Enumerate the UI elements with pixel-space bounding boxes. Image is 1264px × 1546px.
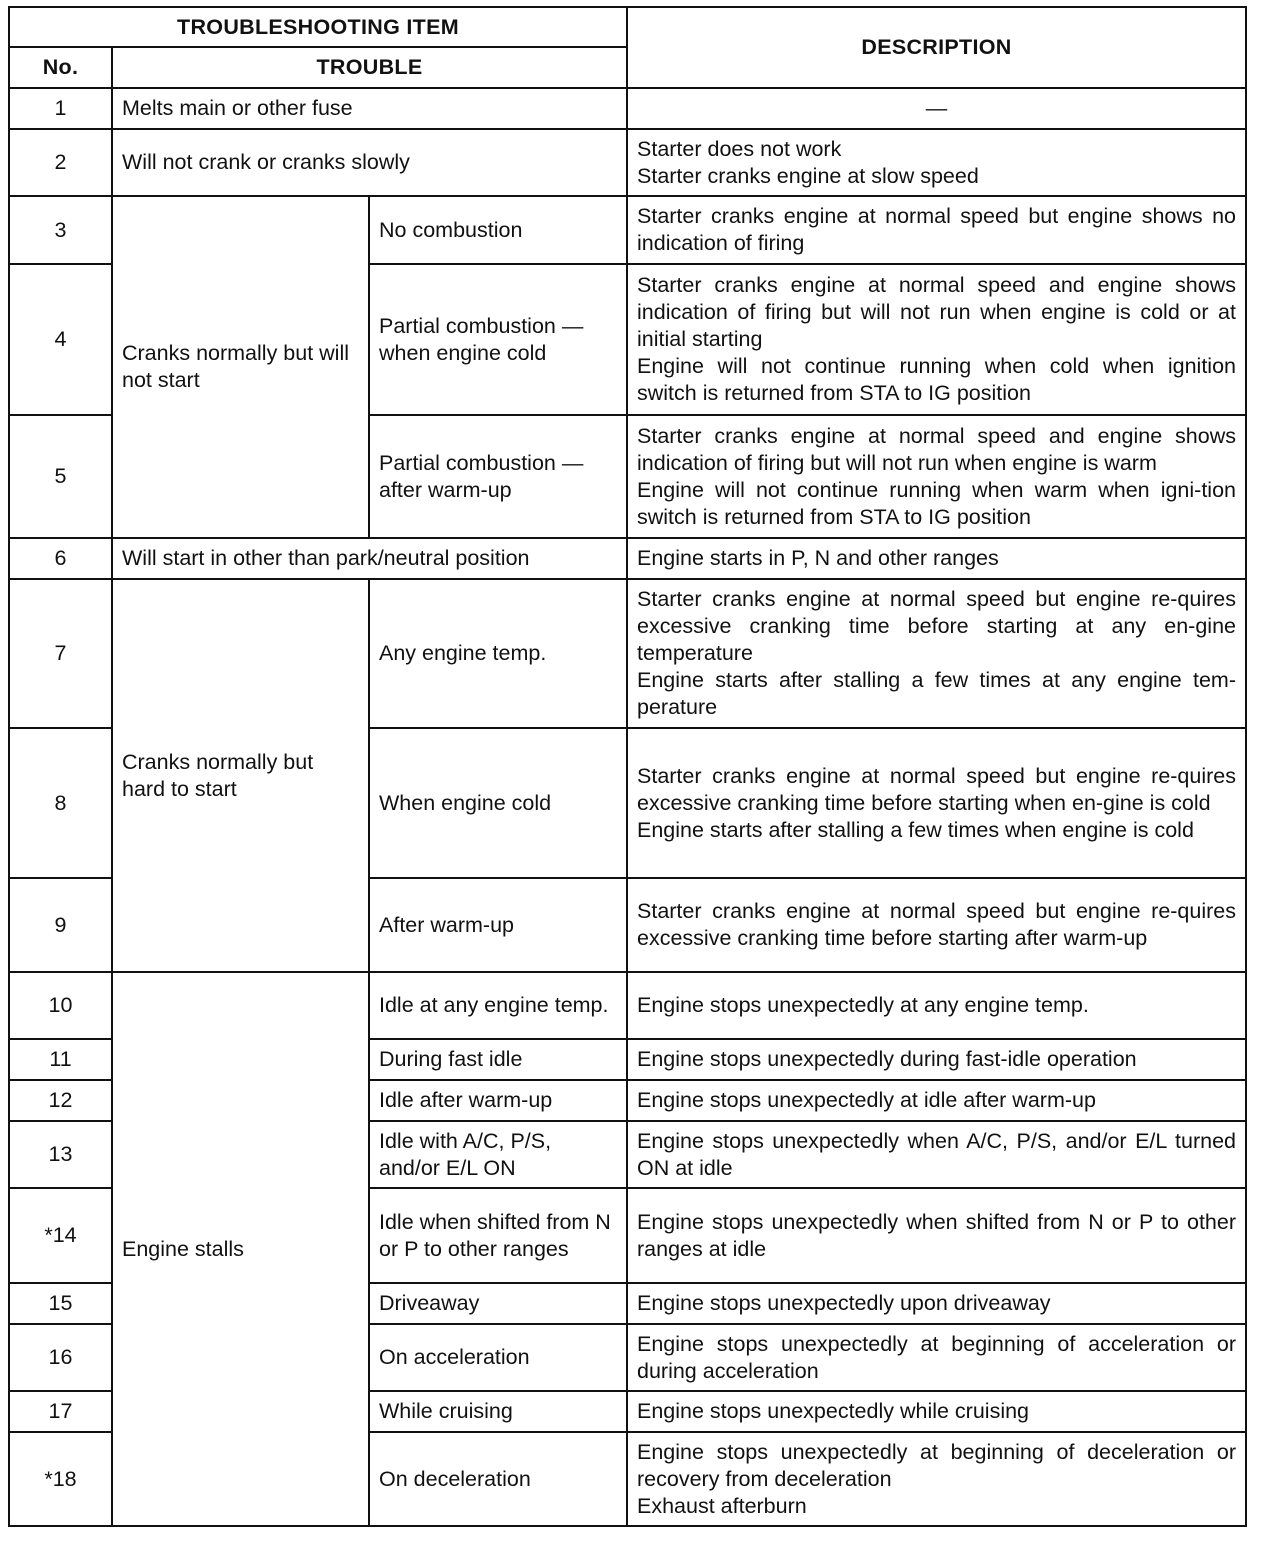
description-cell: Engine stops unexpectedly during fast-idle operation: [627, 1039, 1246, 1080]
trouble-subcell: While cruising: [369, 1391, 627, 1432]
header-description: DESCRIPTION: [627, 7, 1246, 88]
description-cell: Starter cranks engine at normal speed but engine re-quires excessive cranking time before starting at any en-gine temperature Engine starts after stalling a few times at any engine tem-perature: [627, 579, 1246, 728]
description-cell: Engine stops unexpectedly at beginning of deceleration or recovery from deceleration Exhaust afterburn: [627, 1432, 1246, 1526]
description-cell: Engine stops unexpectedly at any engine temp.: [627, 972, 1246, 1039]
row-number: 4: [9, 264, 112, 415]
row-number: 9: [9, 878, 112, 972]
row-number: 8: [9, 728, 112, 878]
trouble-subcell: On acceleration: [369, 1324, 627, 1391]
description-cell: Engine starts in P, N and other ranges: [627, 538, 1246, 579]
row-number: 7: [9, 579, 112, 728]
row-number: 3: [9, 196, 112, 264]
row-number: 1: [9, 88, 112, 129]
description-cell: Engine stops unexpectedly while cruising: [627, 1391, 1246, 1432]
trouble-subcell: Driveaway: [369, 1283, 627, 1324]
trouble-subcell: When engine cold: [369, 728, 627, 878]
header-no: No.: [9, 47, 112, 88]
trouble-cell: Melts main or other fuse: [112, 88, 627, 129]
header-trouble: TROUBLE: [112, 47, 627, 88]
row-number: 13: [9, 1121, 112, 1188]
row-number: 6: [9, 538, 112, 579]
row-number: 10: [9, 972, 112, 1039]
description-cell: Engine stops unexpectedly at beginning of acceleration or during acceleration: [627, 1324, 1246, 1391]
description-cell: Starter cranks engine at normal speed and engine shows indication of firing but will not run when engine is cold or at initial starting Engine will not continue running when cold when ignition switch is returned from STA to IG position: [627, 264, 1246, 415]
trouble-subcell: After warm-up: [369, 878, 627, 972]
table-row: [9, 88, 1246, 129]
table-row: [9, 579, 1246, 728]
trouble-subcell: Idle after warm-up: [369, 1080, 627, 1121]
troubleshooting-table: [8, 6, 1247, 1527]
trouble-subcell: Idle at any engine temp.: [369, 972, 627, 1039]
trouble-group-no-start: Cranks normally but will not start: [112, 196, 369, 538]
description-cell: Starter cranks engine at normal speed but engine re-quires excessive cranking time before starting after warm-up: [627, 878, 1246, 972]
trouble-subcell: On deceleration: [369, 1432, 627, 1526]
description-cell: Engine stops unexpectedly upon driveaway: [627, 1283, 1246, 1324]
row-number: *18: [9, 1432, 112, 1526]
trouble-subcell: No combustion: [369, 196, 627, 264]
table-row: [9, 538, 1246, 579]
trouble-group-hard-start: Cranks normally but hard to start: [112, 579, 369, 972]
description-cell: Engine stops unexpectedly at idle after warm-up: [627, 1080, 1246, 1121]
trouble-subcell: During fast idle: [369, 1039, 627, 1080]
row-number: 5: [9, 415, 112, 538]
description-cell: Starter does not work Starter cranks engine at slow speed: [627, 129, 1246, 196]
trouble-subcell: Partial combustion — after warm-up: [369, 415, 627, 538]
trouble-cell: Will start in other than park/neutral position: [112, 538, 627, 579]
description-cell: Engine stops unexpectedly when shifted from N or P to other ranges at idle: [627, 1188, 1246, 1283]
row-number: 15: [9, 1283, 112, 1324]
description-cell: —: [627, 88, 1246, 129]
description-cell: Starter cranks engine at normal speed and engine shows indication of firing but will not run when engine is warm Engine will not continue running when warm when igni-tion switch is returned from STA to IG position: [627, 415, 1246, 538]
table-row: [9, 972, 1246, 1039]
trouble-subcell: Idle with A/C, P/S, and/or E/L ON: [369, 1121, 627, 1188]
row-number: 11: [9, 1039, 112, 1080]
table-row: [9, 196, 1246, 264]
trouble-cell: Will not crank or cranks slowly: [112, 129, 627, 196]
trouble-group-stalls: Engine stalls: [112, 972, 369, 1526]
table-row: [9, 129, 1246, 196]
row-number: 17: [9, 1391, 112, 1432]
description-cell: Starter cranks engine at normal speed but engine shows no indication of firing: [627, 196, 1246, 264]
row-number: *14: [9, 1188, 112, 1283]
trouble-subcell: Partial combustion — when engine cold: [369, 264, 627, 415]
row-number: 16: [9, 1324, 112, 1391]
header-troubleshooting-item: TROUBLESHOOTING ITEM: [9, 7, 627, 47]
description-cell: Engine stops unexpectedly when A/C, P/S, and/or E/L turned ON at idle: [627, 1121, 1246, 1188]
row-number: 12: [9, 1080, 112, 1121]
trouble-subcell: Idle when shifted from N or P to other ranges: [369, 1188, 627, 1283]
row-number: 2: [9, 129, 112, 196]
trouble-subcell: Any engine temp.: [369, 579, 627, 728]
description-cell: Starter cranks engine at normal speed but engine re-quires excessive cranking time before starting when en-gine is cold Engine starts after stalling a few times when engine is cold: [627, 728, 1246, 878]
